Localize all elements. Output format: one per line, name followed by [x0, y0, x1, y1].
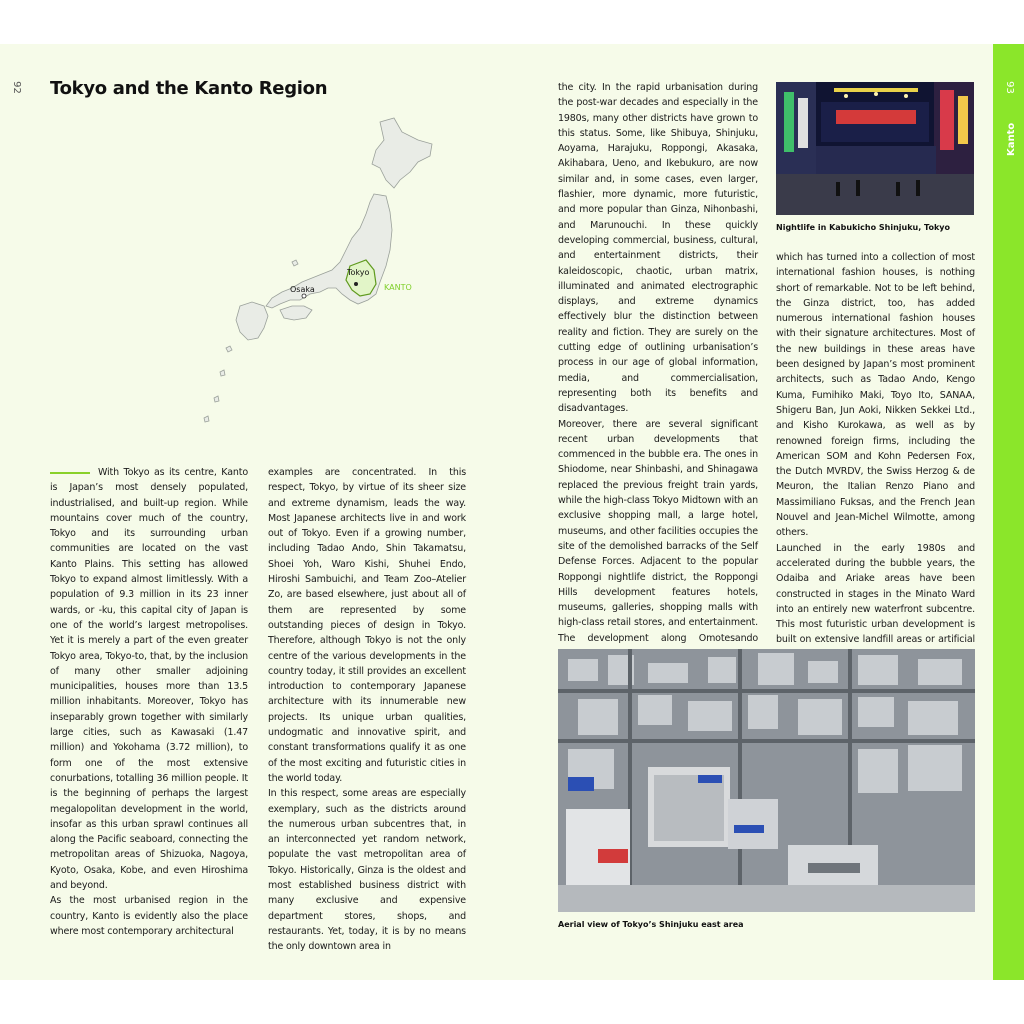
text-column-3	[558, 80, 758, 661]
accent-rule	[50, 472, 90, 474]
paragraph: In this respect, some areas are especially exemplary, such as the districts around the numerous urban subcentres that, in an interconnected yet random network, populate the vast metropolitan area of Tokyo. Historically, Ginza is the oldest and most established business district with many exclusive and expensive department stores, shops, and restaurants. Yet, today, it is by no means the only downtown area in	[268, 788, 466, 953]
text-column-2	[268, 465, 466, 955]
paragraph: examples are concentrated. In this respect, Tokyo, by virtue of its sheer size and extreme dynamism, leads the way. Most Japanese architects live in and work out of Tokyo. Even if a growing number, including Tadao Ando, Shin Takamatsu, Shoei Yoh, Waro Kishi, Shuhei Endo, Hiroshi Sambuichi, and Team Zoo–Atelier Zo, are based elsewhere, just about all of them are represented by some outstanding pieces of design in Tokyo. Therefore, although Tokyo is not the only centre of the various developments in the country today, it still provides an excellent introduction to contemporary Japanese architecture with its innumerable new projects. Its unique urban qualities, undogmatic and innovative spirit, and constant transformations qualify it as one of the most exciting and futuristic cities in the world today.	[268, 467, 466, 784]
map-label-tokyo: Tokyo	[347, 268, 370, 277]
text-column-4	[776, 250, 975, 663]
nightlife-photo	[776, 82, 974, 215]
paragraph: Launched in the early 1980s and accelerated during the bubble years, the Odaiba and Ariake areas have been constructed in stages in the Minato Ward into an entirely new waterfront subcentre. This most futuristic urban development is built on extensive landfill areas or artificial	[776, 542, 975, 646]
page-number-left: 92	[10, 81, 22, 94]
text-column-1	[50, 465, 248, 939]
hokkaido-shape	[372, 118, 432, 188]
map-label-osaka: Osaka	[290, 285, 315, 294]
chapter-tab	[993, 44, 1024, 980]
aerial-photo	[558, 649, 975, 912]
islands-shape	[204, 260, 298, 422]
kyushu-shape	[236, 302, 268, 340]
osaka-dot	[302, 294, 306, 298]
page-number-right: 93	[1003, 81, 1015, 94]
paragraph: the city. In the rapid urbanisation during the post-war decades and especially in the 1980s, many other districts have grown to this status. Some, like Shibuya, Shinjuku, Aoyama, Harajuku, Roppongi, Akasaka, Akihabara, Ueno, and Ikebukuro, are now similar and, in some cases, even larger, flashier, more dynamic, more futuristic, and more popular than Ginza, Nihonbashi, and Marunouchi. In these quickly developing commercial, business, cultural, and entertainment districts, their kaleidoscopic, chaotic, urban matrix, illuminated and animated electrographic displays, and extreme dynamics effectively blur the distinction between reality and fiction. They are surely on the cutting edge of outlining urbanisation’s process in our age of global information, media, and commercialisation, representing both its benefits and disadvantages.	[558, 82, 758, 415]
map-label-kanto: KANTO	[384, 283, 412, 292]
page-title: Tokyo and the Kanto Region	[50, 78, 328, 99]
caption-nightlife: Nightlife in Kabukicho Shinjuku, Tokyo	[776, 223, 950, 232]
paragraph: As the most urbanised region in the country, Kanto is evidently also the place where most contemporary architectural	[50, 895, 248, 937]
paragraph: With Tokyo as its centre, Kanto is Japan’s most densely populated, industrialised, and built-up region. While mountains cover much of the country, Tokyo and its surrounding urban communities are located on the vast Kanto Plains. This setting has allowed Tokyo to expand almost limitlessly. With a population of 9.3 million in its 23 inner wards, or -ku, this capital city of Japan is one of the world’s largest metropolises. Yet it is merely a part of the even greater Tokyo area, Tokyo-to, that, by the inclusion of many other smaller adjoining municipalities, houses more than 13.5 million inhabitants. Moreover, Tokyo has inseparably grown together with similarly large cities, such as Kawasaki (1.47 million) and Yokohama (3.72 million), to form one of the most extensive conurbations, totalling 36 million people. It is the beginning of perhaps the largest megalopolitan development in the world, insofar as this urban sprawl continues all along the Pacific seaboard, connecting the metropolitan areas of Shizuoka, Nagoya, Kyoto, Osaka, Kobe, and even Hiroshima and beyond.	[50, 467, 248, 892]
caption-aerial: Aerial view of Tokyo’s Shinjuku east area	[558, 920, 744, 929]
paragraph: Moreover, there are several significant recent urban developments that commenced in the bubble era. The ones in Shiodome, near Shinbashi, and Shinagawa replaced the previous freight train yards, while the high-class Tokyo Midtown with an exclusive shopping mall, a large hotel, museums, and other facilities occupies the site of the demolished barracks of the Self Defense Forces. Adjacent to the popular Roppongi nightlife district, the Roppongi Hills development features hotels, museums, galleries, shopping malls with high-class retail stores, and entertainment. The development along Omotesando	[558, 418, 758, 644]
shikoku-shape	[280, 306, 312, 320]
paragraph: which has turned into a collection of most international fashion houses, is nothing short of remarkable. Not to be left behind, the Ginza district, too, has added numerous international fashion houses with their signature architectures. Most of the new buildings in these areas have been designed by Japan’s most prominent architects, such as Tadao Ando, Kengo Kuma, Fumihiko Maki, Toyo Ito, SANAA, Shigeru Ban, Jun Aoki, Nikken Sekkei Ltd., and Kisho Kurokawa, as well as by renowned foreign firms, including the American SOM and Kohn Pedersen Fox, the Dutch MVRDV, the Swiss Herzog & de Meuron, the Italian Renzo Piano and Massimiliano Fuksas, and the French Jean Nouvel and Jean-Michel Wilmotte, among others.	[776, 252, 975, 539]
honshu-shape	[266, 194, 392, 308]
tokyo-dot	[354, 282, 358, 286]
chapter-tab-label: Kanto	[1006, 122, 1017, 156]
japan-map	[180, 110, 450, 440]
